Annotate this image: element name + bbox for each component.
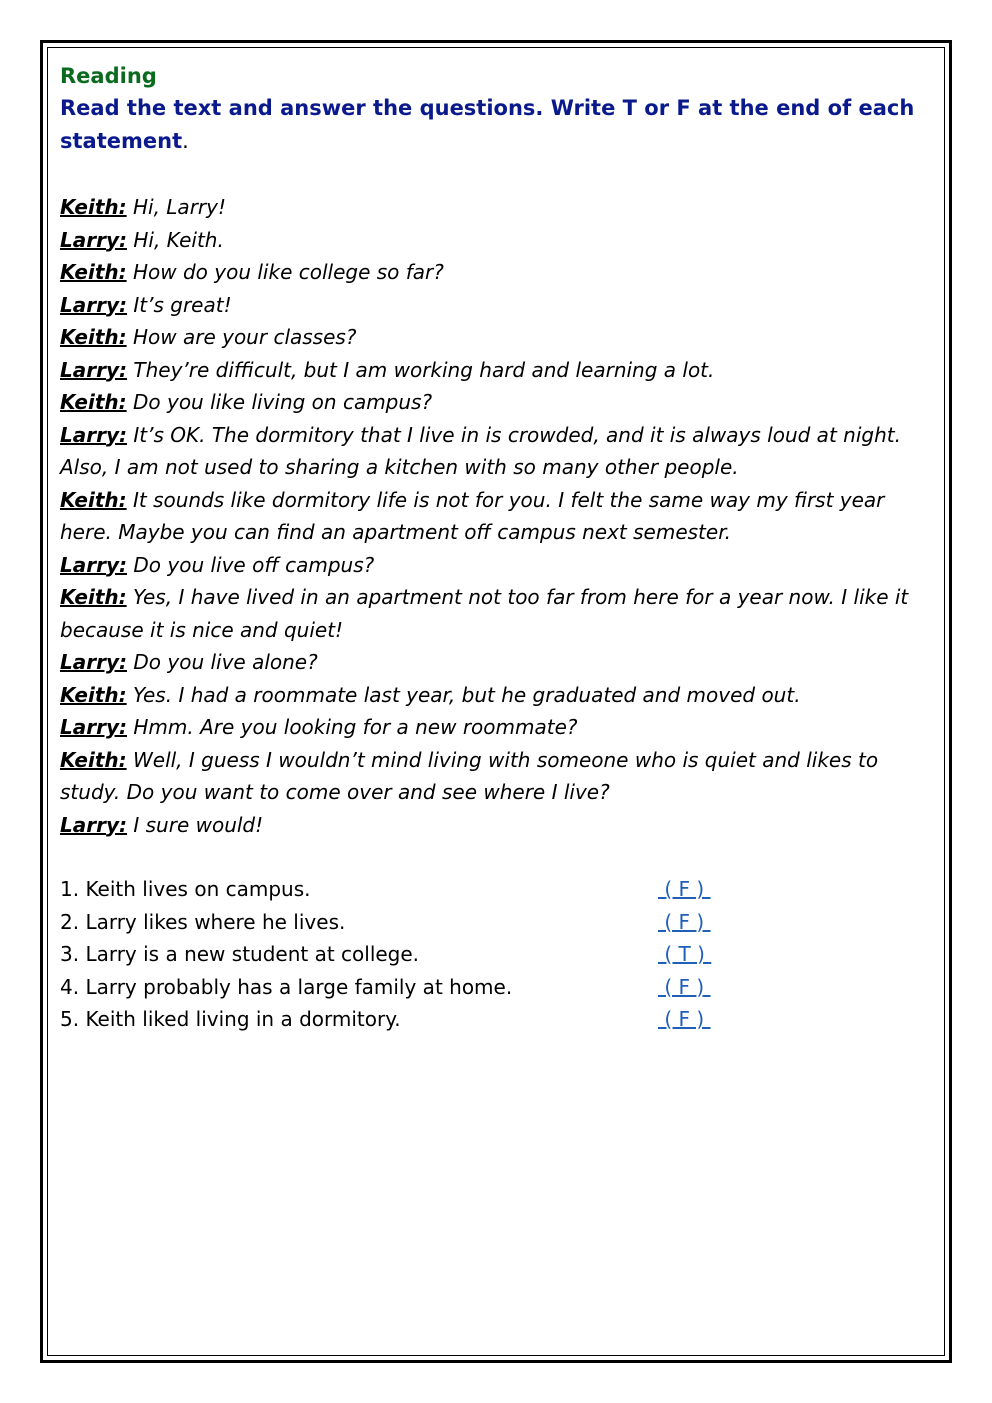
question-item — [60, 1003, 935, 1036]
speaker-label: Keith: — [60, 195, 127, 219]
dialogue-text: Do you live off campus? — [127, 552, 375, 577]
dialogue-text: How are your classes? — [126, 325, 357, 349]
dialogue-line — [60, 321, 935, 354]
dialogue-line — [60, 581, 935, 646]
dialogue-line — [60, 224, 935, 257]
instruction-period: . — [182, 129, 189, 153]
question-list — [60, 873, 935, 1036]
dialogue-text: Yes. I had a roommate last year, but he graduated and moved out. — [126, 682, 801, 707]
speaker-label: Larry: — [60, 715, 128, 739]
dialogue — [60, 191, 935, 841]
dialogue-line — [60, 484, 935, 549]
dialogue-text: Hmm. Are you looking for a new roommate? — [127, 715, 578, 739]
question-item — [60, 971, 935, 1004]
speaker-label: Larry: — [60, 292, 128, 317]
speaker-label: Larry: — [60, 650, 128, 674]
dialogue-text: Yes, I have lived in an apartment not too far from here for a year now. I like it because it is nice and quiet! — [60, 585, 909, 642]
speaker-label: Keith: — [60, 487, 127, 512]
answer-link[interactable]: ( F ) — [658, 974, 711, 999]
dialogue-line — [60, 809, 935, 842]
speaker-label: Keith: — [60, 682, 127, 707]
dialogue-line — [60, 289, 935, 322]
speaker-label: Larry: — [60, 552, 128, 577]
question-item — [60, 906, 935, 939]
question-text: 3. Larry is a new student at college. — [60, 942, 420, 966]
dialogue-line — [60, 386, 935, 419]
speaker-label: Larry: — [60, 422, 128, 447]
speaker-label: Keith: — [60, 585, 127, 609]
question-text: 4. Larry probably has a large family at home. — [60, 974, 513, 999]
dialogue-text: How do you like college so far? — [126, 260, 444, 284]
dialogue-text: It sounds like dormitory life is not for you. I felt the same way my first year here. Maybe you can find an apartment off campus next semester. — [60, 487, 885, 544]
question-text: 1. Keith lives on campus. — [60, 877, 311, 901]
answer-link[interactable]: ( F ) — [658, 877, 711, 901]
dialogue-line — [60, 646, 935, 679]
dialogue-text: Do you live alone? — [127, 650, 318, 674]
dialogue-text: It’s OK. The dormitory that I live in is crowded, and it is always loud at night. Also, I am not used to sharing a kitchen with so many other people. — [60, 422, 901, 479]
speaker-label: Keith: — [60, 747, 127, 772]
dialogue-text: They’re difficult, but I am working hard and learning a lot. — [127, 357, 715, 382]
dialogue-line — [60, 679, 935, 712]
dialogue-line — [60, 744, 935, 809]
dialogue-text: It’s great! — [127, 292, 232, 317]
dialogue-line — [60, 419, 935, 484]
question-item — [60, 873, 935, 906]
speaker-label: Larry: — [60, 357, 128, 382]
instruction-text — [60, 92, 935, 158]
dialogue-line — [60, 256, 935, 289]
instruction-body: Read the text and answer the questions. Write T or F at the end of each statement — [60, 96, 915, 153]
dialogue-text: I sure would! — [127, 812, 264, 837]
speaker-label: Keith: — [60, 260, 127, 284]
question-text: 5. Keith liked living in a dormitory. — [60, 1007, 401, 1031]
speaker-label: Larry: — [60, 812, 128, 837]
dialogue-line — [60, 354, 935, 387]
dialogue-text: Hi, Larry! — [126, 195, 226, 219]
question-text: 2. Larry likes where he lives. — [60, 909, 346, 934]
dialogue-text: Do you like living on campus? — [126, 390, 433, 414]
answer-link[interactable]: ( F ) — [658, 909, 711, 934]
speaker-label: Keith: — [60, 325, 127, 349]
dialogue-line — [60, 549, 935, 582]
speaker-label: Larry: — [60, 227, 128, 252]
dialogue-line — [60, 191, 935, 224]
answer-link[interactable]: ( T ) — [658, 942, 712, 966]
dialogue-line — [60, 711, 935, 744]
section-title: Reading — [60, 64, 157, 88]
dialogue-text: Well, I guess I wouldn’t mind living with someone who is quiet and likes to study. Do you want to come over and see where I live? — [60, 747, 879, 804]
dialogue-text: Hi, Keith. — [127, 227, 224, 252]
question-item — [60, 938, 935, 971]
speaker-label: Keith: — [60, 390, 127, 414]
worksheet — [60, 60, 935, 1036]
answer-link[interactable]: ( F ) — [658, 1007, 711, 1031]
